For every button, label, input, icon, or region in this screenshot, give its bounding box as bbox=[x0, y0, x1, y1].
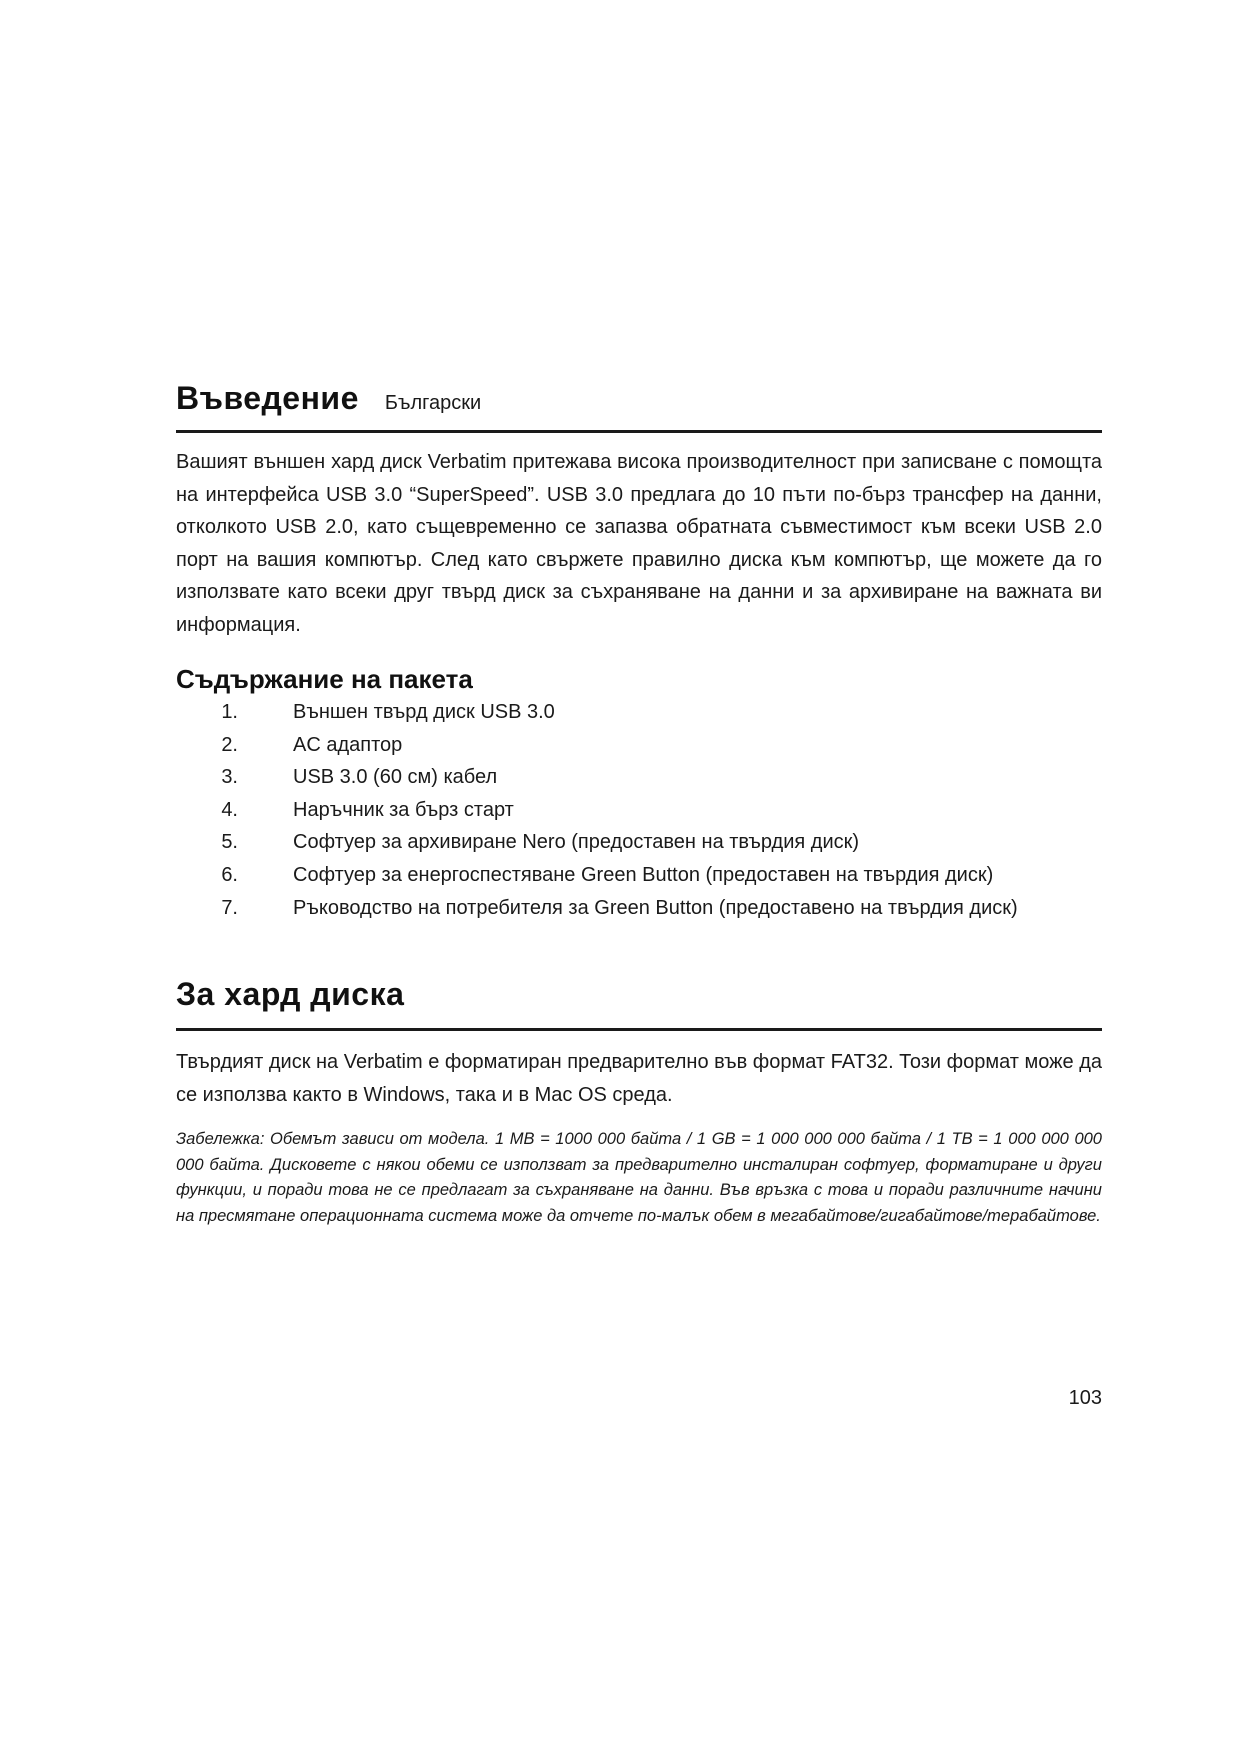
package-list-item bbox=[176, 761, 1102, 794]
list-item-number: 5. bbox=[221, 831, 238, 854]
package-list bbox=[176, 696, 1102, 924]
list-item-text: USB 3.0 (60 см) кабел bbox=[293, 766, 498, 789]
package-list-item bbox=[176, 892, 1102, 925]
intro-body bbox=[176, 446, 1102, 642]
drive-section bbox=[176, 976, 1102, 1031]
list-item-number: 3. bbox=[221, 766, 238, 789]
drive-paragraph: Твърдият диск на Verbatim е форматиран предварително във формат FAT32. Този формат може да се използва както в Windows, така и в Mac OS среда. bbox=[176, 1051, 1102, 1106]
list-item-text: Наръчник за бърз старт bbox=[293, 798, 514, 821]
package-title: Съдържание на пакета bbox=[176, 664, 473, 694]
package-list-item bbox=[176, 729, 1102, 762]
intro-paragraph: Вашият външен хард диск Verbatim притежава висока производителност при записване с помощта на интерфейса USB 3.0 “SuperSpeed”. USB 3.0 предлага до 10 пъти по-бърз трансфер на данни, отколкото USB 2.0, като същевременно се запазва обратната съвместимост към всеки USB 2.0 порт на вашия компютър. След като свържете правилно диска към компютър, ще можете да го използвате като всеки друг твърд диск за съхраняване на данни и за архивиране на важната ви информация. bbox=[176, 451, 1102, 636]
drive-heading-row bbox=[176, 976, 1102, 1020]
drive-divider bbox=[176, 1028, 1102, 1031]
drive-note-wrap bbox=[176, 1127, 1102, 1229]
intro-heading-row bbox=[176, 380, 1102, 424]
package-list-item bbox=[176, 794, 1102, 827]
list-item-number: 1. bbox=[221, 701, 238, 723]
drive-body bbox=[176, 1046, 1102, 1111]
drive-title: За хард диска bbox=[176, 976, 405, 1012]
intro-section bbox=[176, 380, 1102, 433]
list-item-text: Софтуер за енергоспестяване Green Button (предоставен на твърдия диск) bbox=[293, 863, 994, 886]
package-list-item bbox=[176, 696, 1102, 729]
list-item-number: 2. bbox=[221, 733, 238, 756]
package-list-item bbox=[176, 859, 1102, 892]
page-number: 103 bbox=[1068, 1387, 1102, 1409]
intro-title: Въведение bbox=[176, 380, 359, 416]
package-list-wrap bbox=[176, 696, 1102, 924]
intro-divider bbox=[176, 430, 1102, 433]
list-item-text: AC адаптор bbox=[293, 733, 403, 756]
list-item-number: 4. bbox=[221, 798, 238, 821]
list-item-number: 6. bbox=[221, 863, 238, 886]
list-item-text: Софтуер за архивиране Nero (предоставен на твърдия диск) bbox=[293, 831, 860, 854]
list-item-text: Външен твърд диск USB 3.0 bbox=[293, 701, 555, 723]
package-section bbox=[176, 664, 1102, 695]
list-item-text: Ръководство на потребителя за Green Button (предоставено на твърдия диск) bbox=[293, 896, 1018, 919]
package-list-item bbox=[176, 826, 1102, 859]
capacity-note: Забележка: Обемът зависи от модела. 1 MB = 1000 000 байта / 1 GB = 1 000 000 000 байта / 1 TB = 1 000 000 000 000 байта. Дисковете с някои обеми се използват за предварително инсталиран софтуер, форматиране и други функции, и поради това не се предлагат за съхраняване на данни. Във връзка с това и поради различните начини на пресмятане операционната система може да отчете по-малък обем в мегабайтове/гигабайтове/терабайтове. bbox=[176, 1130, 1102, 1225]
list-item-number: 7. bbox=[221, 896, 238, 919]
language-label: Български bbox=[384, 392, 482, 414]
